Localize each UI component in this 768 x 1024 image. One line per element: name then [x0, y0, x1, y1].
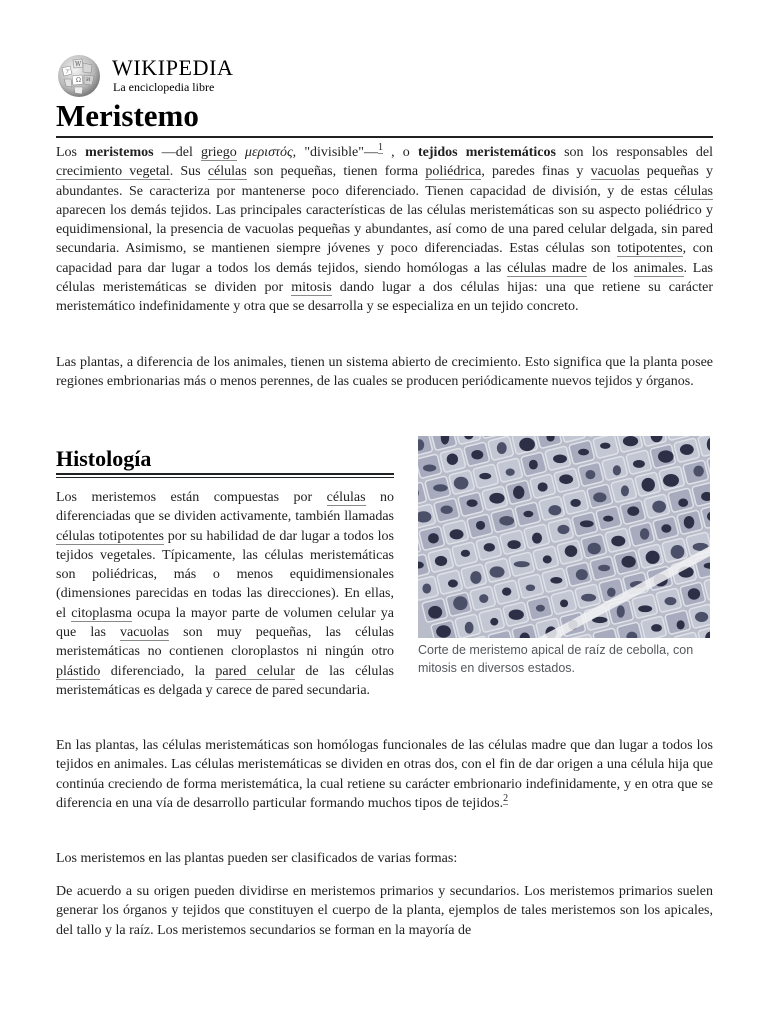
text-run: de las células meristemáticas es delgada y carece de pared secundaria. [56, 663, 394, 698]
cell-nucleus [484, 543, 495, 551]
text-run: son los responsables del [555, 145, 714, 160]
cell-nucleus [603, 516, 613, 522]
text-run: son muy pequeñas, las células meristemáticas no contienen cloroplastos ni ningún otro [56, 625, 395, 660]
text-run: pequeñas y abundantes. Se caracteriza por mantenerse poco diferenciado. Tienen capacidad de división, y de estas [56, 164, 714, 199]
cell-nucleus [519, 438, 535, 451]
reference-2 [503, 793, 508, 805]
cell-nucleus [661, 524, 671, 532]
cell-nucleus [565, 545, 578, 557]
cell-nucleus [680, 444, 694, 455]
cell-nucleus [581, 594, 596, 602]
bold-term-tejidos: tejidos meristemáticos [417, 145, 556, 160]
cell-nucleus [640, 528, 649, 539]
cell-nucleus [506, 469, 515, 476]
link-griego[interactable]: griego [201, 145, 237, 160]
figure-meristemo-micrograph [418, 436, 710, 677]
page-title: Meristemo [56, 98, 713, 138]
text-run: dando lugar a dos células hijas: una que retiene su carácter meristemático indefinidamente y otra que se desarrolla y se especializa en un tejido concreto. [56, 280, 713, 315]
section-heading-histologia: Histología [56, 446, 394, 475]
link-poliedrica[interactable]: poliédrica [425, 164, 482, 180]
cell-nucleus [646, 551, 660, 564]
cell-nucleus [642, 478, 655, 492]
link-celulas[interactable]: células [326, 490, 366, 505]
cell-nucleus [627, 506, 639, 516]
intro-paragraph [56, 143, 713, 317]
cell-nucleus [454, 477, 469, 490]
figure-caption: Corte de meristemo apical de raíz de cebolla, con mitosis en diversos estados. [418, 643, 694, 675]
cell-nucleus [688, 588, 700, 599]
cell-nucleus [677, 620, 685, 629]
text-run: . Sus [169, 164, 208, 180]
cell-nucleus [678, 499, 688, 507]
link-celulas[interactable]: células [207, 164, 247, 180]
link-animales[interactable]: animales [633, 260, 684, 276]
micrograph-image[interactable] [418, 436, 710, 638]
cell-nucleus [538, 482, 548, 491]
cell-nucleus [598, 565, 610, 572]
text-run: En las plantas, las células meristemáticas son homólogas funcionales de las células madre que dan lugar a todos los tejidos en animales. Las células meristemáticas se dividen en otras dos, con el fin de dar origen a una célula hija que continúa creciendo de forma meristemática, la cual retiene su carácter embrionario indefinidamente, y en otra que se diferencia en una vía de desarrollo particular formando muchos tipos de tejidos. [56, 738, 713, 811]
text-run: ocupa la mayor parte de volumen celular ya que las [56, 605, 394, 641]
cell-nucleus [523, 511, 533, 517]
cell-nucleus [479, 473, 491, 480]
text-run: Los meristemos están compuestas por [56, 490, 327, 505]
cell-nucleus [576, 569, 588, 580]
cell-nucleus [550, 577, 562, 584]
cell-nucleus [479, 594, 488, 603]
text-run: son pequeñas, tienen forma [246, 164, 426, 180]
cell-nucleus [652, 501, 666, 513]
cell-nucleus [507, 540, 520, 549]
cell-nucleus [441, 506, 453, 515]
cell-nucleus [428, 606, 442, 619]
cell-nucleus [499, 516, 514, 526]
svg-text:W: W [75, 61, 82, 68]
cell-nucleus [435, 556, 447, 566]
link-citoplasma[interactable]: citoplasma [71, 605, 132, 621]
text-run: no diferenciadas que se dividen activamente, también llamadas [56, 490, 395, 525]
reference-link-1[interactable]: 1 [377, 142, 383, 154]
cell-nucleus [623, 436, 638, 446]
cell-nucleus [448, 580, 458, 588]
paragraph-origen: De acuerdo a su origen pueden dividirse en meristemos primarios y secundarios. Los meristemos primarios suelen generar los órganos y tejidos que constituyen el cuerpo de la planta, ejemplos de tales meristemos son los apicales, del tallo y la raíz. Los meristemos secundarios se forman en la mayoría de [56, 884, 713, 938]
svg-text:ア: ア [65, 69, 71, 75]
histologia-paragraph [56, 488, 394, 700]
paragraph-clasificacion: Los meristemos en las plantas pueden ser clasificados de varias formas: [56, 851, 458, 866]
cell-nucleus [526, 584, 535, 591]
cell-nucleus [621, 485, 629, 496]
cell-nucleus [600, 443, 610, 449]
cell-nucleus [553, 454, 567, 463]
cell-nucleus [509, 610, 524, 620]
cell-nucleus [489, 493, 504, 504]
cell-nucleus [684, 516, 695, 529]
link-mitosis[interactable]: mitosis [291, 280, 332, 296]
text-run: por su habilidad de dar lugar a todos los tejidos vegetales. Típicamente, las células meristemáticas son poliédricas, más o menos equidimensionales (dimensiones parecidas en todas las direcciones). En ellas, el [56, 528, 394, 621]
wikipedia-globe-icon[interactable] [56, 54, 102, 98]
link-pared-celular[interactable]: pared celular [215, 663, 295, 679]
cell-nucleus [693, 466, 703, 477]
text-run: de los [586, 260, 634, 276]
text-run [237, 145, 245, 160]
cell-nucleus [422, 583, 431, 593]
cell-nucleus [423, 464, 436, 471]
cell-nucleus [588, 543, 601, 555]
cell-nucleus [557, 525, 569, 534]
cell-nucleus [658, 450, 674, 462]
paragraph-plantas: Las plantas, a diferencia de los animales, tienen un sistema abierto de crecimiento. Esto significa que la planta posee regiones embrionarias más o menos perennes, de las cuales se producen periódicamente nuevos tejidos y órganos. [56, 355, 713, 390]
cell-nucleus [476, 521, 485, 530]
link-totipotentes[interactable]: totipotentes [617, 241, 683, 257]
cell-nucleus [548, 505, 561, 515]
cell-nucleus [633, 460, 645, 468]
cell-nucleus [578, 449, 589, 456]
text-run: diferenciado, la [100, 663, 216, 679]
cell-nucleus [560, 599, 568, 607]
cell-nucleus [514, 561, 530, 567]
cell-nucleus [663, 474, 679, 487]
text-run: , o [382, 145, 418, 160]
cell-nucleus [513, 486, 524, 499]
cell-nucleus [621, 556, 635, 568]
cell-nucleus [570, 499, 580, 507]
cell-nucleus [638, 605, 652, 612]
text-run: , con capacidad para dar lugar a todos los demás tejidos, siendo homólogas a las [56, 241, 713, 276]
cell-nucleus [532, 533, 542, 544]
cell-nucleus [465, 622, 474, 634]
cell-nucleus [529, 460, 538, 470]
paragraph-homologas [56, 736, 713, 813]
cell-nucleus [559, 474, 573, 484]
text-run: . Las células meristemáticas se dividen por [56, 260, 714, 296]
greek-term: μεριστός [244, 145, 293, 160]
cell-nucleus [580, 520, 594, 527]
link-vacuolas[interactable]: vacuolas [120, 625, 170, 641]
cell-nucleus [611, 536, 625, 547]
cell-nucleus [593, 492, 606, 502]
cell-nucleus [543, 555, 552, 563]
wikipedia-tagline: La enciclopedia libre [113, 80, 215, 94]
link-plastido[interactable]: plástido [56, 663, 101, 679]
reference-link-2[interactable]: 2 [503, 793, 509, 805]
cell-nucleus [536, 605, 545, 612]
cell-nucleus [436, 625, 451, 637]
text-run: Los [56, 145, 86, 160]
cell-nucleus [613, 465, 621, 475]
text-run: —del [153, 145, 201, 160]
cell-nucleus [607, 588, 616, 597]
link-crecimiento-vegetal[interactable]: crecimiento vegetal [56, 164, 170, 180]
link-celulas[interactable]: células [674, 183, 713, 199]
cell-nucleus [695, 612, 708, 622]
svg-text:Ω: Ω [76, 77, 81, 84]
cell-nucleus [461, 550, 470, 557]
cell-nucleus [497, 442, 507, 454]
text-run: , "divisible"— [292, 145, 378, 160]
text-run: , paredes finas y [481, 164, 591, 180]
cell-nucleus [428, 533, 439, 543]
bold-term-meristemos: meristemos [85, 145, 154, 160]
cell-nucleus [665, 597, 677, 605]
link-celulas-totipotentes[interactable]: células totipotentes [56, 528, 164, 544]
cell-nucleus [471, 450, 483, 460]
wikipedia-wordmark[interactable]: WIKIPEDIA [112, 55, 234, 80]
cell-nucleus [447, 453, 458, 464]
cell-nucleus [470, 571, 481, 584]
cell-nucleus [467, 499, 478, 506]
cell-nucleus [453, 596, 467, 610]
cell-nucleus [490, 566, 505, 577]
cell-nucleus [617, 605, 625, 617]
cell-nucleus [586, 470, 596, 479]
cell-nucleus [671, 545, 685, 559]
cell-nucleus [433, 484, 448, 491]
link-vacuolas[interactable]: vacuolas [590, 164, 640, 180]
cell-nucleus [502, 587, 511, 595]
link-celulas-madre[interactable]: células madre [507, 260, 587, 276]
cell-nucleus [651, 624, 662, 632]
text-run: aparecen los demás tejidos. Las principales características de las células meristemáticas son su aspecto poliédrico y equidimensional, la presencia de vacuolas pequeñas y abundantes, así como de una pared celular delgada, sin pared secundaria. Asimismo, se mantienen siempre jóvenes y poco diferenciadas. Estas células son [56, 202, 713, 257]
cell-nucleus [450, 529, 464, 539]
svg-text:И: И [86, 77, 91, 83]
cell-nucleus [490, 618, 498, 626]
